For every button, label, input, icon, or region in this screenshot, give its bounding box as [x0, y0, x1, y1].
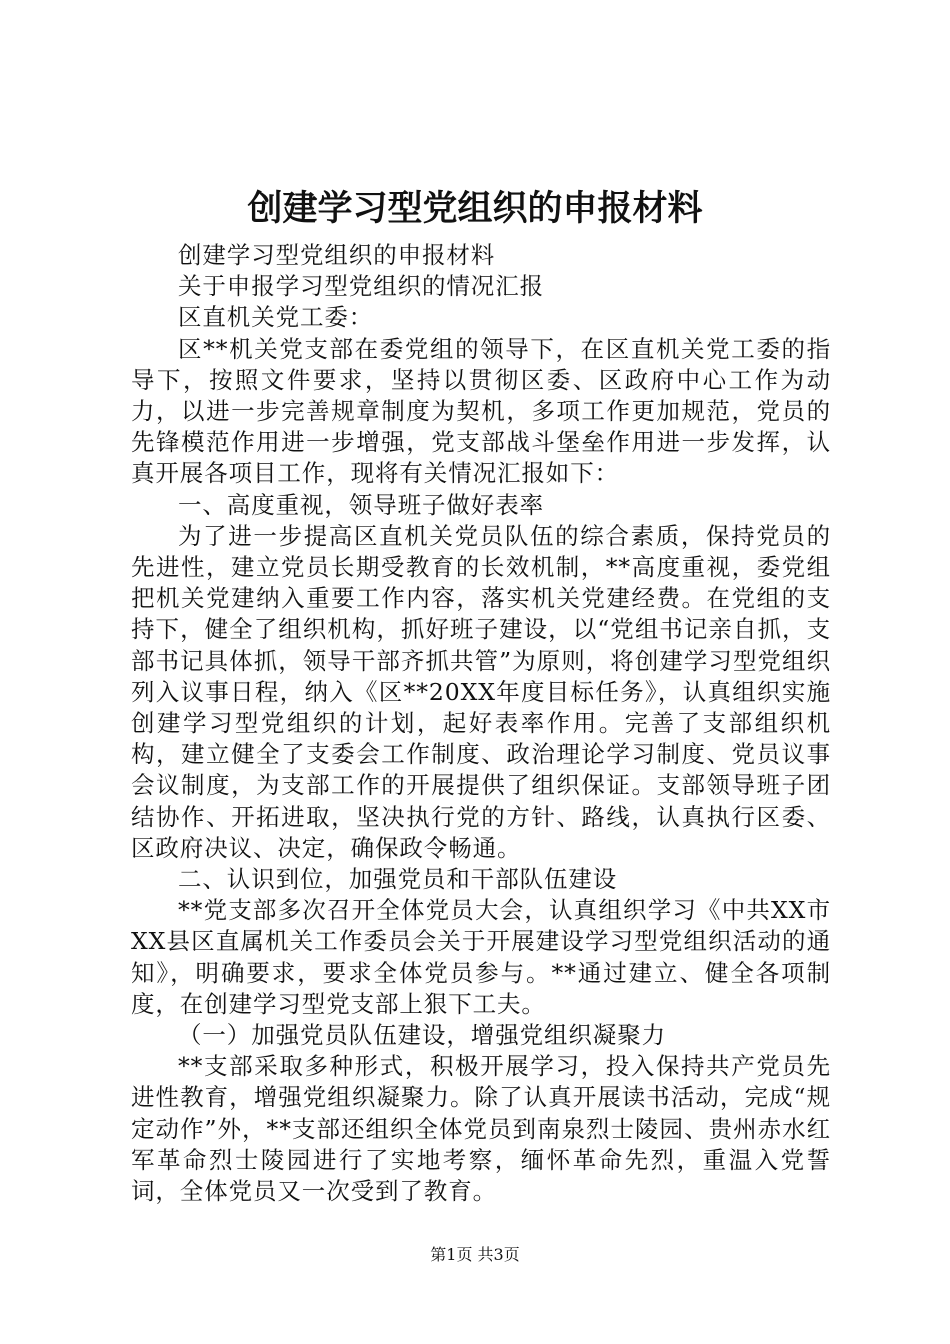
paragraph: 区**机关党支部在委党组的领导下，在区直机关党工委的指导下，按照文件要求，坚持以贯彻区委、区政府中心工作为动力，以进一步完善规章制度为契机，多项工作更加规范，党员的先锋模范作用进一步增强，党支部战斗堡垒作用进一步发挥，认真开展各项目工作，现将有关情况汇报如下： [131, 334, 831, 488]
paragraph: 为了进一步提高区直机关党员队伍的综合素质，保持党员的先进性，建立党员长期受教育的长效机制，**高度重视，委党组把机关党建纳入重要工作内容，落实机关党建经费。在党组的支持下，健全了组织机构，抓好班子建设，以“党组书记亲自抓，支部书记具体抓，领导干部齐抓共管”为原则，将创建学习型党组织列入议事日程，纳入《区**20XX年度目标任务》，认真组织实施创建学习型党组织的计划，起好表率作用。完善了支部组织机构，建立健全了支委会工作制度、政治理论学习制度、党员议事会议制度，为支部工作的开展提供了组织保证。支部领导班子团结协作、开拓进取，坚决执行党的方针、路线，认真执行区委、区政府决议、决定，确保政令畅通。 [131, 521, 831, 862]
document-title: 创建学习型党组织的申报材料 [247, 188, 703, 229]
paragraph: 区直机关党工委： [178, 303, 374, 332]
section-heading: 一、高度重视，领导班子做好表率 [178, 490, 544, 519]
document-body [131, 240, 831, 1207]
page-footer: 第1页 共3页 [430, 1245, 520, 1264]
paragraph: 关于申报学习型党组织的情况汇报 [178, 272, 544, 301]
section-heading: 二、认识到位，加强党员和干部队伍建设 [178, 865, 618, 894]
paragraph: 创建学习型党组织的申报材料 [178, 241, 496, 269]
paragraph: **支部采取多种形式，积极开展学习，投入保持共产党员先进性教育，增强党组织凝聚力。除了认真开展读书活动，完成“规定动作”外，**支部还组织全体党员到南泉烈士陵园、贵州赤水红军革命烈士陵园进行了实地考察，缅怀革命先烈，重温入党誓词，全体党员又一次受到了教育。 [131, 1052, 831, 1206]
subsection-heading: （一）加强党员队伍建设，增强党组织凝聚力 [178, 1021, 666, 1050]
paragraph: **党支部多次召开全体党员大会，认真组织学习《中共XX市XX县区直属机关工作委员会关于开展建设学习型党组织活动的通知》，明确要求，要求全体党员参与。**通过建立、健全各项制度，在创建学习型党支部上狠下工夫。 [131, 896, 831, 1018]
